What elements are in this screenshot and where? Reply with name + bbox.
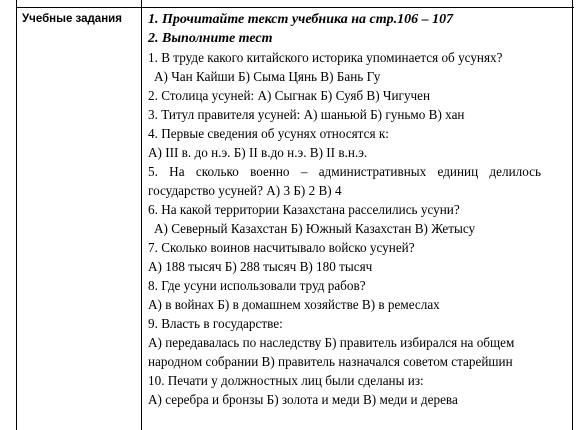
answers-4: А) III в. до н.э. Б) II в.до н.э. В) II в.н.э. bbox=[148, 145, 368, 160]
question-2: 2. Столица усуней: А) Сыгнак Б) Суяб В) Чигучен bbox=[148, 88, 431, 103]
answers-9-continued: народном собрании В) правитель назначался советом старейшин bbox=[148, 354, 513, 369]
question-5: 5. На сколько военно – административных единиц делилось bbox=[148, 164, 541, 179]
question-8: 8. Где усуни использовали труд рабов? bbox=[148, 278, 366, 293]
table-left-border bbox=[16, 0, 17, 430]
question-7: 7. Сколько воинов насчитывало войско усуней? bbox=[148, 240, 415, 255]
answers-8: А) в войнах Б) в домашнем хозяйстве В) в ремеслах bbox=[148, 297, 440, 312]
answers-10: А) серебра и бронзы Б) золота и меди В) меди и дерева bbox=[148, 392, 458, 407]
table-column-divider bbox=[141, 0, 142, 430]
table-right-border bbox=[572, 0, 573, 430]
question-9: 9. Власть в государстве: bbox=[148, 316, 283, 331]
answers-6: А) Северный Казахстан Б) Южный Казахстан В) Жетысу bbox=[154, 221, 476, 236]
question-3: 3. Титул правителя усуней: А) шаньюй Б) гуньмо В) хан bbox=[148, 107, 465, 122]
answers-9: А) передавалась по наследству Б) правитель избирался на общем bbox=[148, 335, 515, 350]
question-4: 4. Первые сведения об усунях относятся к: bbox=[148, 126, 389, 141]
question-5-continued: государство усуней? А) 3 Б) 2 В) 4 bbox=[148, 183, 342, 198]
answers-7: А) 188 тысяч Б) 288 тысяч В) 180 тысяч bbox=[148, 259, 373, 274]
task-heading-read: 1. Прочитайте текст учебника на стр.106 – 107 bbox=[148, 12, 454, 27]
table-top-border bbox=[16, 7, 574, 8]
task-content bbox=[148, 10, 541, 409]
row-label: Учебные задания bbox=[22, 13, 122, 25]
question-10: 10. Печати у должностных лиц были сделаны из: bbox=[148, 373, 424, 388]
task-heading-test: 2. Выполните тест bbox=[148, 31, 273, 46]
question-1: 1. В труде какого китайского историка упоминается об усунях? bbox=[148, 50, 503, 65]
answers-1: А) Чан Кайши Б) Сыма Цянь В) Бань Гу bbox=[154, 69, 381, 84]
question-6: 6. На какой территории Казахстана расселились усуни? bbox=[148, 202, 460, 217]
